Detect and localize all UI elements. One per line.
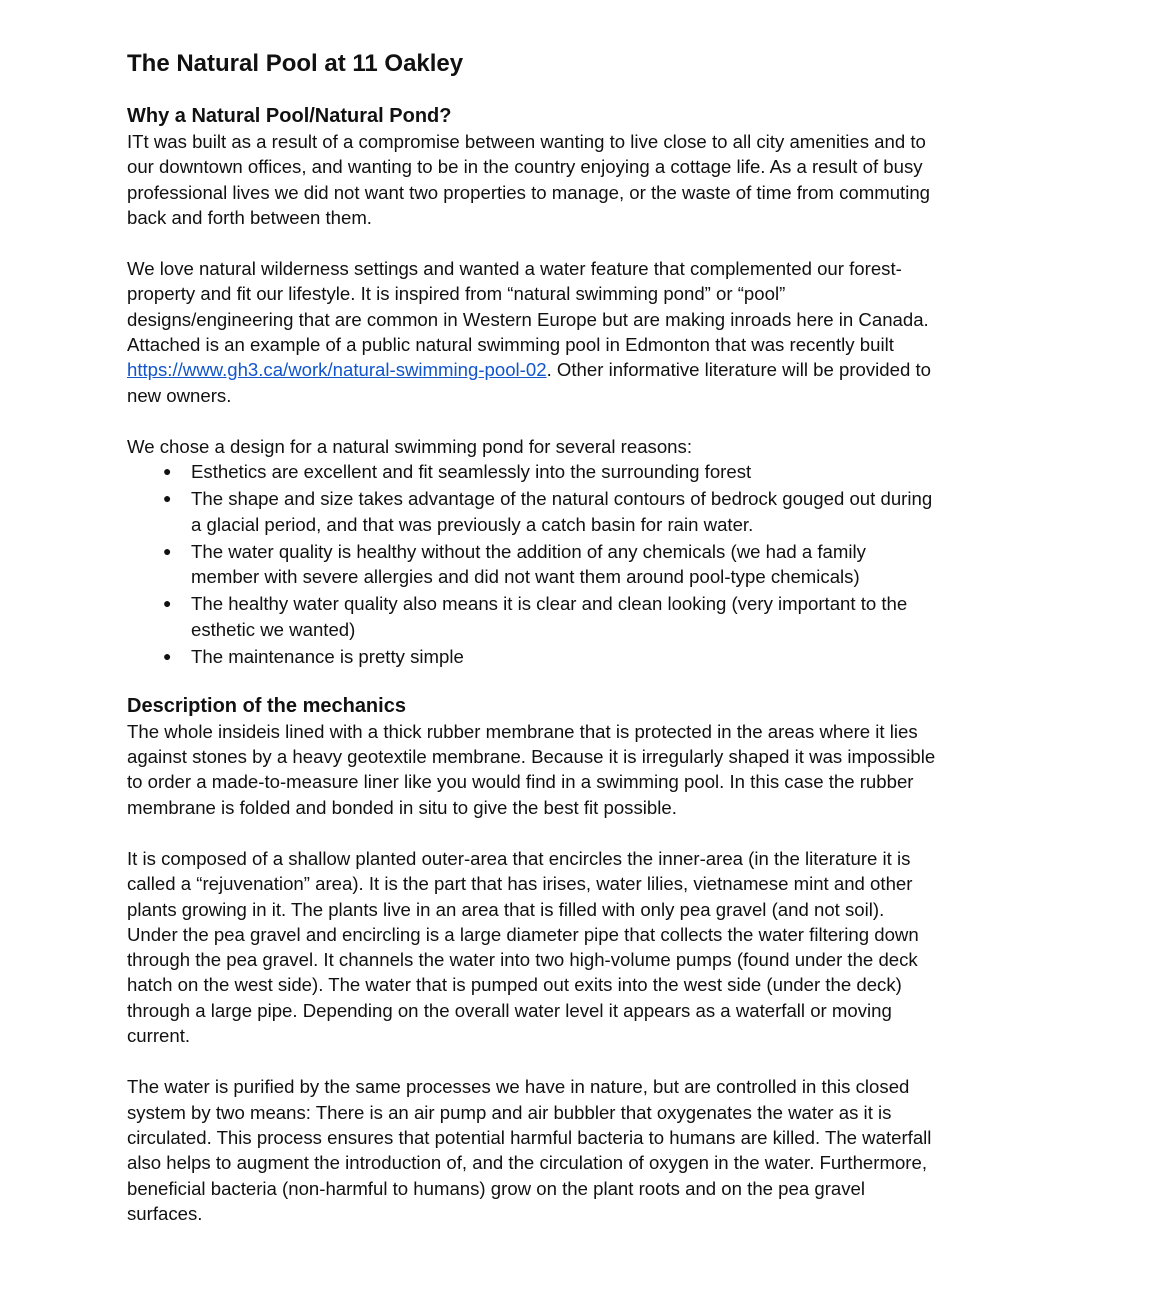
paragraph-inspiration-tail: . Other informative literature will be provided to new owners. xyxy=(127,359,932,406)
document-page xyxy=(127,48,937,1226)
list-item xyxy=(127,459,937,485)
edmonton-pool-link[interactable]: https://www.gh3.ca/work/natural-swimming-pool-02 xyxy=(127,359,547,381)
list-item-text: The healthy water quality also means it is clear and clean looking (very important to the esthetic we wanted) xyxy=(191,593,908,640)
document-title: The Natural Pool at 11 Oakley xyxy=(127,50,464,77)
list-item-text: The maintenance is pretty simple xyxy=(191,645,464,667)
section-heading-mechanics: Description of the mechanics xyxy=(127,694,406,717)
paragraph-membrane: The whole insideis lined with a thick rubber membrane that is protected in the areas where it lies against stones by a heavy geotextile membrane. Because it is irregularly shaped it was impossible to order a made-to-measure liner like you would find in a swimming pool. In this case the rubber membrane is folded and bonded in situ to give the best fit possible. xyxy=(127,720,936,818)
list-item-text: The shape and size takes advantage of the natural contours of bedrock gouged out during a glacial period, and that was previously a catch basin for rain water. xyxy=(191,488,933,535)
list-item-text: The water quality is healthy without the addition of any chemicals (we had a family member with severe allergies and did not want them around pool-type chemicals) xyxy=(191,540,866,588)
bullet-icon: ● xyxy=(163,490,172,507)
list-item xyxy=(127,591,937,642)
list-item-text: Esthetics are excellent and fit seamlessly into the surrounding forest xyxy=(191,461,752,483)
list-item xyxy=(127,539,937,590)
reasons-intro: We chose a design for a natural swimming pond for several reasons: xyxy=(127,435,692,457)
bullet-icon: ● xyxy=(163,542,172,559)
bullet-icon: ● xyxy=(163,647,172,664)
paragraph-origin: ITt was built as a result of a compromise between wanting to live close to all city amenities and to our downtown offices, and wanting to be in the country enjoying a cottage life. As a result of busy professional lives we did not want two properties to manage, or the waste of time from commuting back and forth between them. xyxy=(127,131,931,228)
paragraph-rejuvenation-area: It is composed of a shallow planted outer-area that encircles the inner-area (in the literature it is called a “rejuvenation” area). It is the part that has irises, water lilies, vietnamese mint and other plants growing in it. The plants live in an area that is filled with only pea gravel (and not soil). Under the pea gravel and encircling is a large diameter pipe that collects the water filtering down through the pea gravel. It channels the water into two high-volume pumps (found under the deck hatch on the west side). The water that is pumped out exits into the west side (under the deck) through a large pipe. Depending on the overall water level it appears as a waterfall or moving current. xyxy=(127,847,919,1047)
paragraph-inspiration xyxy=(127,256,937,408)
list-item xyxy=(127,486,937,537)
bullet-icon: ● xyxy=(163,463,172,480)
bullet-icon: ● xyxy=(163,595,172,612)
paragraph-inspiration-text: We love natural wilderness settings and wanted a water feature that complemented our forest-property and fit our lifestyle. It is inspired from “natural swimming pond” or “pool” designs/engineering that are common in Western Europe but are making inroads here in Canada. Attached is an example of a public natural swimming pool in Edmonton that was recently built xyxy=(127,258,929,356)
section-heading-why: Why a Natural Pool/Natural Pond? xyxy=(127,105,452,127)
list-item xyxy=(127,644,937,670)
paragraph-purification: The water is purified by the same processes we have in nature, but are controlled in this closed system by two means: There is an air pump and air bubbler that oxygenates the water as it is circulated. This process ensures that potential harmful bacteria to humans are killed. The waterfall also helps to augment the introduction of, and the circulation of oxygen in the water. Furthermore, beneficial bacteria (non-harmful to humans) grow on the plant roots and on the pea gravel surfaces. xyxy=(127,1076,932,1224)
reasons-list xyxy=(127,459,937,669)
